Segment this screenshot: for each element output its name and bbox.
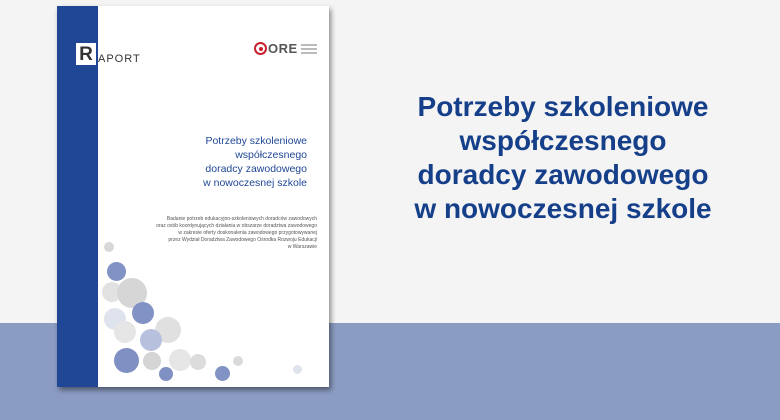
series-logo: [75, 40, 141, 66]
bubble: [293, 365, 302, 374]
bubble: [107, 262, 126, 281]
cover-description-line: oraz osób koordynujących działania w obszarze doradztwa zawodowego: [156, 223, 317, 229]
series-first-letter: R: [79, 43, 93, 65]
bubble: [140, 329, 162, 351]
cover-title-line: współczesnego: [235, 149, 307, 161]
bubble: [104, 242, 114, 252]
ore-logo-icon: [254, 42, 267, 55]
cover-description-line: Badanie potrzeb edukacyjno-szkoleniowych doradców zawodowych: [166, 216, 317, 222]
ore-logo: [254, 41, 317, 56]
cover-title-line: doradcy zawodowego: [205, 163, 307, 175]
ore-logo-text: ORE: [268, 41, 298, 56]
bubble: [169, 349, 191, 371]
series-name: APORT: [98, 53, 141, 65]
headline-line: doradcy zawodowego: [417, 159, 709, 190]
cover-description-line: przez Wydział Doradztwa Zawodowego Ośrodka Rozwoju Edukacji: [168, 237, 317, 243]
report-cover: [57, 6, 329, 387]
bubble: [190, 354, 206, 370]
cover-title: [157, 134, 307, 190]
bubble: [114, 348, 139, 373]
series-letter-box: [75, 42, 97, 66]
headline-line: Potrzeby szkoleniowe: [417, 91, 709, 122]
bubble: [132, 302, 154, 324]
bubble: [159, 367, 173, 381]
ore-logo-lines-icon: [301, 44, 317, 54]
bubble: [114, 321, 136, 343]
headline-line: współczesnego: [459, 125, 667, 156]
cover-description: [107, 216, 317, 251]
cover-description-line: w zakresie oferty doskonalenia zawodowego przygotowywanej: [178, 230, 317, 236]
cover-description-line: w Warszawie: [287, 244, 317, 250]
bubble: [143, 352, 161, 370]
bubble: [215, 366, 230, 381]
page-headline: [368, 90, 758, 226]
bubble: [233, 356, 243, 366]
cover-title-line: w nowoczesnej szkole: [203, 177, 307, 189]
cover-title-line: Potrzeby szkoleniowe: [205, 135, 307, 147]
headline-line: w nowoczesnej szkole: [414, 193, 712, 224]
